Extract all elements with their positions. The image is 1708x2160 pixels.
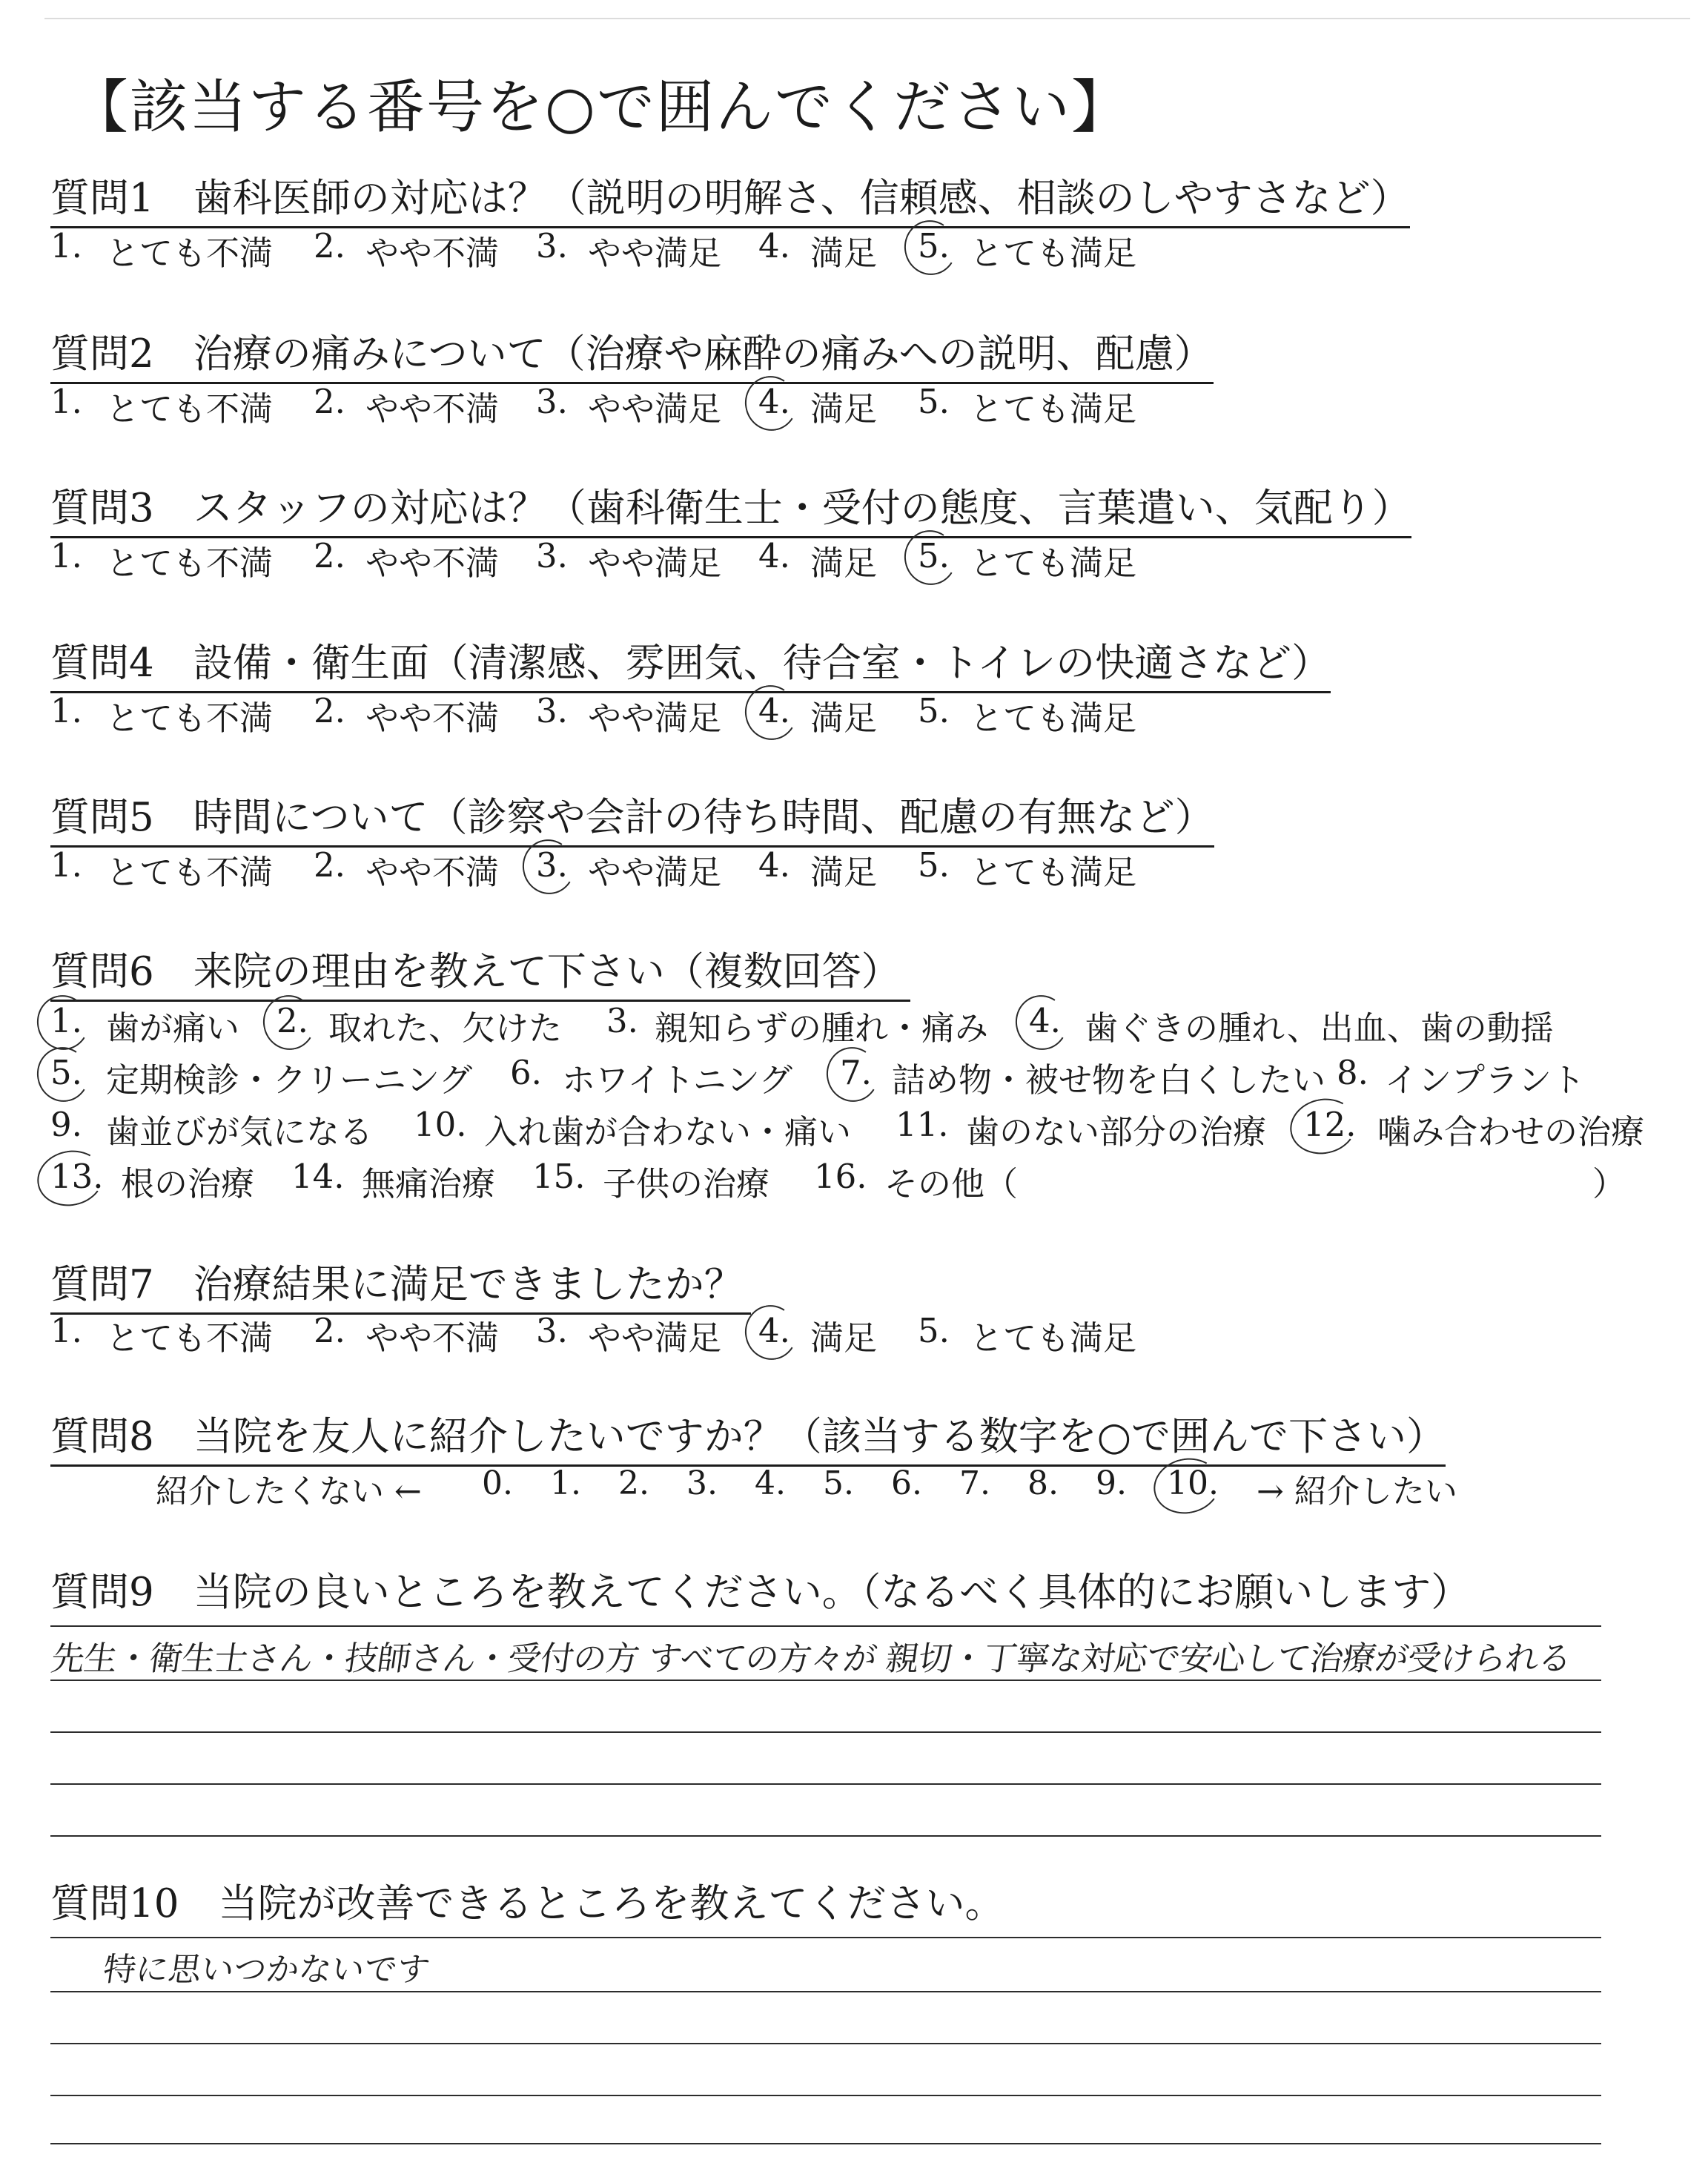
option-1-label: とても不満 <box>106 544 274 583</box>
option-2-number[interactable]: 2. <box>314 691 345 730</box>
option-3-number[interactable]: 3. <box>536 382 568 421</box>
option-5-label: とても満足 <box>970 234 1137 273</box>
reason-4-number[interactable]: 4. <box>1029 1001 1061 1040</box>
option-1-label: とても不満 <box>106 853 274 892</box>
option-2-label: やや不満 <box>365 544 500 583</box>
reason-13-label: 根の治療 <box>121 1164 255 1203</box>
reason-10-label: 入れ歯が合わない・痛い <box>484 1112 852 1152</box>
reason-2-number[interactable]: 2. <box>277 1001 308 1040</box>
option-3-label: やや満足 <box>588 698 722 738</box>
reason-7-number[interactable]: 7. <box>840 1053 872 1092</box>
scale-5[interactable]: 5. <box>823 1464 854 1502</box>
reason-8-label: インプラント <box>1385 1060 1586 1100</box>
option-2-label: やや不満 <box>365 389 500 429</box>
option-4-label: 満足 <box>810 698 878 738</box>
option-1-number[interactable]: 1. <box>50 382 82 421</box>
reason-6-number[interactable]: 6. <box>510 1053 542 1092</box>
option-3-label: やや満足 <box>588 1318 722 1358</box>
option-3-number[interactable]: 3. <box>536 845 568 885</box>
answer-line-2 <box>50 2043 1601 2044</box>
option-5-label: とても満足 <box>970 1318 1137 1358</box>
reason-5-label: 定期検診・クリーニング <box>106 1060 473 1100</box>
reason-11-number[interactable]: 11. <box>896 1105 949 1144</box>
option-4-number[interactable]: 4. <box>758 382 790 421</box>
scale-10[interactable]: 10. <box>1167 1464 1219 1502</box>
option-3-label: やや満足 <box>588 544 722 583</box>
reason-12-label: 噛み合わせの治療 <box>1377 1112 1645 1152</box>
scale-7[interactable]: 7. <box>959 1464 990 1502</box>
question-4-title: 質問4 設備・衛生面（清潔感、雰囲気、待合室・トイレの快適さなど） <box>50 632 1331 693</box>
option-2-label: やや不満 <box>365 234 500 273</box>
q10-handwritten-answer[interactable]: 特に思いつかないです <box>100 1951 432 1989</box>
option-3-number[interactable]: 3. <box>536 1311 568 1350</box>
reason-5-number[interactable]: 5. <box>50 1053 82 1092</box>
reason-3-number[interactable]: 3. <box>606 1001 638 1040</box>
option-1-number[interactable]: 1. <box>50 691 82 730</box>
question-3-title: 質問3 スタッフの対応は？（歯科衛生士・受付の態度、言葉遣い、気配り） <box>50 477 1411 538</box>
answer-line-2 <box>50 1731 1601 1733</box>
scale-0[interactable]: 0. <box>482 1464 513 1502</box>
question-5-title: 質問5 時間について（診察や会計の待ち時間、配慮の有無など） <box>50 786 1214 848</box>
option-4-label: 満足 <box>810 1318 878 1358</box>
option-3-label: やや満足 <box>588 853 722 892</box>
question-8-title: 質問8 当院を友人に紹介したいですか？（該当する数字を○で囲んで下さい） <box>50 1405 1446 1467</box>
answer-line-top <box>50 1625 1601 1627</box>
scale-3[interactable]: 3. <box>686 1464 718 1502</box>
option-2-number[interactable]: 2. <box>314 536 345 575</box>
reason-15-number[interactable]: 15. <box>532 1157 586 1196</box>
reason-12-number[interactable]: 12. <box>1303 1105 1357 1144</box>
option-5-number[interactable]: 5. <box>918 691 950 730</box>
option-1-number[interactable]: 1. <box>50 845 82 885</box>
option-5-label: とても満足 <box>970 544 1137 583</box>
option-3-number[interactable]: 3. <box>536 226 568 265</box>
option-5-number[interactable]: 5. <box>918 226 950 265</box>
option-5-number[interactable]: 5. <box>918 382 950 421</box>
answer-line-1 <box>50 1991 1601 1992</box>
reason-4-label: 歯ぐきの腫れ、出血、歯の動揺 <box>1085 1008 1554 1048</box>
instruction-header: 【該当する番号を○で囲んでください】 <box>70 74 1131 141</box>
reason-14-number[interactable]: 14. <box>291 1157 345 1196</box>
reason-3-label: 親知らずの腫れ・痛み <box>655 1008 989 1048</box>
reason-9-label: 歯並びが気になる <box>106 1112 374 1152</box>
question-2-title: 質問2 治療の痛みについて（治療や麻酔の痛みへの説明、配慮） <box>50 323 1214 384</box>
reason-9-number[interactable]: 9. <box>50 1105 82 1144</box>
option-5-label: とても満足 <box>970 853 1137 892</box>
selected-circle-mark <box>821 1043 884 1107</box>
answer-line-3 <box>50 2095 1601 2096</box>
option-2-label: やや不満 <box>365 698 500 738</box>
option-1-number[interactable]: 1. <box>50 536 82 575</box>
answer-line-top <box>50 1937 1601 1938</box>
question-7-title: 質問7 治療結果に満足できましたか？ <box>50 1253 751 1315</box>
scale-2[interactable]: 2. <box>618 1464 649 1502</box>
option-4-number[interactable]: 4. <box>758 226 790 265</box>
reason-8-number[interactable]: 8. <box>1337 1053 1368 1092</box>
option-1-label: とても不満 <box>106 234 274 273</box>
scale-8[interactable]: 8. <box>1027 1464 1059 1502</box>
option-3-number[interactable]: 3. <box>536 691 568 730</box>
option-4-number[interactable]: 4. <box>758 845 790 885</box>
reason-11-label: 歯のない部分の治療 <box>966 1112 1267 1152</box>
page-top-border <box>44 18 1690 19</box>
reason-16-number[interactable]: 16. <box>814 1157 867 1196</box>
scale-6[interactable]: 6. <box>891 1464 922 1502</box>
selected-circle-mark <box>1285 1092 1361 1160</box>
reason-2-label: 取れた、欠けた <box>328 1008 563 1048</box>
answer-line-4 <box>50 2143 1601 2144</box>
option-3-label: やや満足 <box>588 389 722 429</box>
option-4-number[interactable]: 4. <box>758 691 790 730</box>
option-2-label: やや不満 <box>365 853 500 892</box>
option-1-label: とても不満 <box>106 698 274 738</box>
option-3-number[interactable]: 3. <box>536 536 568 575</box>
option-5-number[interactable]: 5. <box>918 1311 950 1350</box>
question-6-title: 質問6 来院の理由を教えて下さい（複数回答） <box>50 940 910 1002</box>
option-1-number[interactable]: 1. <box>50 226 82 265</box>
question-10-title: 質問10 当院が改善できるところを教えてください。 <box>50 1881 1004 1926</box>
option-5-number[interactable]: 5. <box>918 845 950 885</box>
option-5-label: とても満足 <box>970 698 1137 738</box>
scale-right-label: → 紹介したい <box>1257 1473 1457 1510</box>
question-9-title: 質問9 当院の良いところを教えてください。（なるべく具体的にお願いします） <box>50 1570 1471 1615</box>
reason-1-number[interactable]: 1. <box>50 1001 82 1040</box>
answer-line-1 <box>50 1680 1601 1681</box>
selected-circle-mark <box>32 1043 94 1107</box>
selected-circle-mark <box>1010 991 1073 1055</box>
option-1-number[interactable]: 1. <box>50 1311 82 1350</box>
option-3-label: やや満足 <box>588 234 722 273</box>
scale-left-label: 紹介したくない ← <box>156 1473 422 1510</box>
selected-circle-mark <box>32 1144 108 1212</box>
scale-1[interactable]: 1. <box>550 1464 581 1502</box>
reason-13-number[interactable]: 13. <box>50 1157 104 1196</box>
option-2-number[interactable]: 2. <box>314 382 345 421</box>
option-1-label: とても不満 <box>106 389 274 429</box>
answer-line-3 <box>50 1783 1601 1785</box>
option-2-number[interactable]: 2. <box>314 1311 345 1350</box>
answer-line-4 <box>50 1835 1601 1837</box>
option-2-number[interactable]: 2. <box>314 226 345 265</box>
scale-9[interactable]: 9. <box>1096 1464 1127 1502</box>
option-4-number[interactable]: 4. <box>758 1311 790 1350</box>
question-1-title: 質問1 歯科医師の対応は？（説明の明解さ、信頼感、相談のしやすさなど） <box>50 167 1410 228</box>
reason-15-label: 子供の治療 <box>603 1164 770 1203</box>
option-5-label: とても満足 <box>970 389 1137 429</box>
reason-6-label: ホワイトニング <box>562 1060 792 1100</box>
reason-10-number[interactable]: 10. <box>414 1105 467 1144</box>
other-close-paren: ） <box>1592 1164 1626 1203</box>
option-2-number[interactable]: 2. <box>314 845 345 885</box>
option-4-number[interactable]: 4. <box>758 536 790 575</box>
reason-16-label: その他（ <box>884 1164 1019 1203</box>
option-4-label: 満足 <box>810 853 878 892</box>
reason-14-label: 無痛治療 <box>362 1164 496 1203</box>
reason-1-label: 歯が痛い <box>106 1008 240 1048</box>
option-2-label: やや不満 <box>365 1318 500 1358</box>
option-4-label: 満足 <box>810 234 878 273</box>
scale-4[interactable]: 4. <box>755 1464 786 1502</box>
option-5-number[interactable]: 5. <box>918 536 950 575</box>
option-1-label: とても不満 <box>106 1318 274 1358</box>
q9-handwritten-answer[interactable]: 先生・衛生士さん・技師さん・受付の方 すべての方々が 親切・丁寧な対応で安心して治療が受けられる <box>48 1639 1574 1678</box>
option-4-label: 満足 <box>810 389 878 429</box>
option-4-label: 満足 <box>810 544 878 583</box>
reason-7-label: 詰め物・被せ物を白くしたい <box>892 1060 1326 1100</box>
